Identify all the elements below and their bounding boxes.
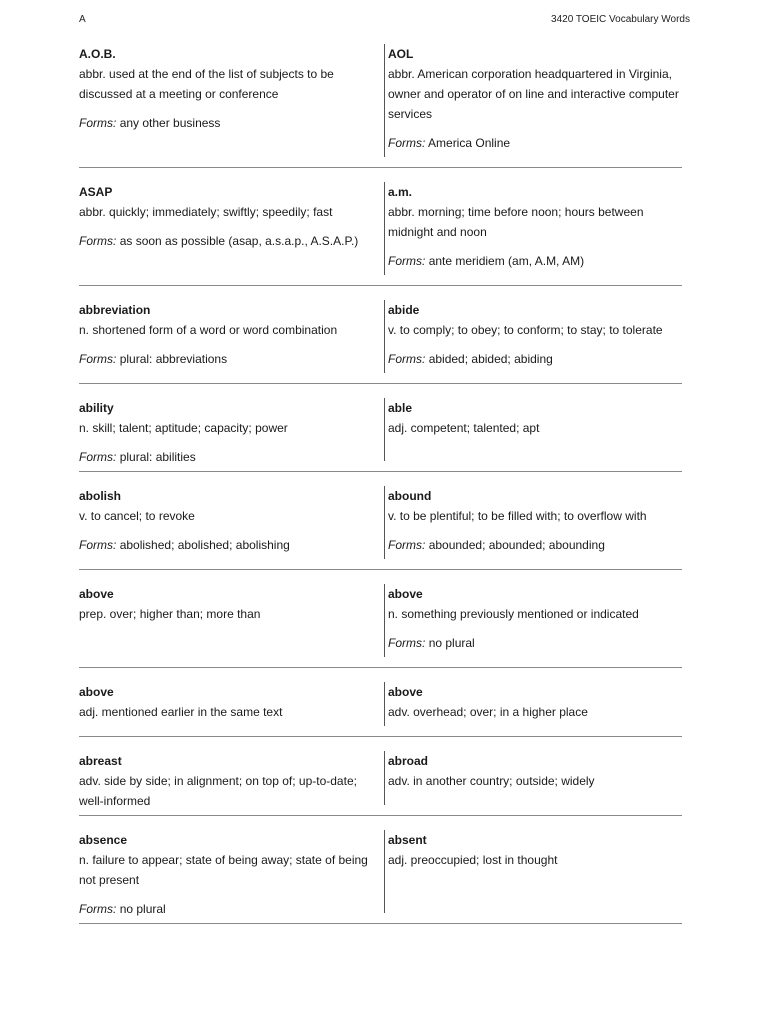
entry-definition: n. failure to appear; state of being away; state of being not present xyxy=(79,853,368,887)
entry-row xyxy=(79,751,682,816)
entry-forms xyxy=(388,133,682,153)
entry-term: above xyxy=(388,587,423,601)
entry-definition: abbr. morning; time before noon; hours between midnight and noon xyxy=(388,205,644,239)
vocabulary-entry xyxy=(384,398,682,461)
vocabulary-entry xyxy=(79,751,384,815)
entry-row xyxy=(79,486,682,570)
forms-label: Forms: xyxy=(79,538,117,552)
entry-definition: adv. in another country; outside; widely xyxy=(388,774,595,788)
entry-term: able xyxy=(388,401,413,415)
entry-term: abolish xyxy=(79,489,122,503)
vocabulary-entry xyxy=(384,182,682,275)
entry-term: abound xyxy=(388,489,432,503)
entry-definition: v. to cancel; to revoke xyxy=(79,509,195,523)
forms-value: no plural xyxy=(119,902,166,916)
entry-term: abreast xyxy=(79,754,122,768)
forms-value: abided; abided; abiding xyxy=(428,352,553,366)
entry-term: AOL xyxy=(388,47,414,61)
vocabulary-entry xyxy=(79,584,384,667)
entry-row xyxy=(79,300,682,384)
entry-definition: adv. overhead; over; in a higher place xyxy=(388,705,588,719)
entry-term: A.O.B. xyxy=(79,47,116,61)
entry-forms xyxy=(79,349,376,369)
forms-label: Forms: xyxy=(79,450,117,464)
entry-row xyxy=(79,830,682,924)
forms-label: Forms: xyxy=(79,352,117,366)
vocabulary-entry xyxy=(79,486,384,569)
forms-label: Forms: xyxy=(388,538,426,552)
forms-value: abounded; abounded; abounding xyxy=(428,538,605,552)
entry-forms xyxy=(388,535,682,555)
vocabulary-entry xyxy=(384,751,682,805)
entry-definition: v. to be plentiful; to be filled with; to overflow with xyxy=(388,509,647,523)
forms-label: Forms: xyxy=(388,136,426,150)
vocabulary-entry xyxy=(384,584,682,657)
entry-term: abbreviation xyxy=(79,303,151,317)
entry-forms xyxy=(388,633,682,653)
forms-label: Forms: xyxy=(388,352,426,366)
entry-term: ability xyxy=(79,401,114,415)
entry-term: abroad xyxy=(388,754,429,768)
vocabulary-entry xyxy=(384,44,682,157)
forms-label: Forms: xyxy=(388,636,426,650)
entry-definition: abbr. American corporation headquartered in Virginia, owner and operator of on line and interactive computer services xyxy=(388,67,679,121)
entry-term: a.m. xyxy=(388,185,413,199)
vocabulary-entry xyxy=(79,44,384,167)
entry-forms xyxy=(79,535,376,555)
entry-row xyxy=(79,44,682,168)
vocabulary-entry xyxy=(79,830,384,923)
vocabulary-entry xyxy=(79,182,384,285)
entry-definition: n. shortened form of a word or word combination xyxy=(79,323,338,337)
forms-value: no plural xyxy=(428,636,475,650)
forms-label: Forms: xyxy=(79,902,117,916)
entry-forms xyxy=(79,231,376,251)
entry-definition: prep. over; higher than; more than xyxy=(79,607,261,621)
vocabulary-entry xyxy=(384,486,682,559)
forms-value: America Online xyxy=(428,136,511,150)
entry-row xyxy=(79,398,682,472)
entry-definition: adj. preoccupied; lost in thought xyxy=(388,853,558,867)
vocabulary-entry xyxy=(79,398,384,471)
entry-definition: abbr. used at the end of the list of subjects to be discussed at a meeting or conference xyxy=(79,67,334,101)
vocabulary-entry xyxy=(384,300,682,373)
entry-forms xyxy=(79,113,376,133)
entry-definition: n. skill; talent; aptitude; capacity; power xyxy=(79,421,288,435)
entry-term: ASAP xyxy=(79,185,113,199)
entry-row xyxy=(79,584,682,668)
vocabulary-entry xyxy=(384,682,682,726)
entry-definition: adj. mentioned earlier in the same text xyxy=(79,705,283,719)
page-header xyxy=(79,14,690,28)
entry-definition: abbr. quickly; immediately; swiftly; speedily; fast xyxy=(79,205,333,219)
entry-definition: v. to comply; to obey; to conform; to stay; to tolerate xyxy=(388,323,663,337)
header-document-title: 3420 TOEIC Vocabulary Words xyxy=(551,14,690,25)
forms-value: plural: abilities xyxy=(119,450,196,464)
forms-label: Forms: xyxy=(388,254,426,268)
entry-term: above xyxy=(79,587,114,601)
entry-term: above xyxy=(79,685,114,699)
entry-term: absent xyxy=(388,833,427,847)
entry-definition: adv. side by side; in alignment; on top of; up-to-date; well-informed xyxy=(79,774,357,808)
vocabulary-entry xyxy=(384,830,682,913)
entry-row xyxy=(79,682,682,737)
entry-forms xyxy=(79,447,376,467)
entry-definition: adj. competent; talented; apt xyxy=(388,421,540,435)
vocabulary-entry-list xyxy=(79,44,682,938)
forms-label: Forms: xyxy=(79,116,117,130)
vocabulary-entry xyxy=(79,300,384,383)
entry-definition: n. something previously mentioned or indicated xyxy=(388,607,639,621)
vocabulary-entry xyxy=(79,682,384,736)
forms-value: as soon as possible (asap, a.s.a.p., A.S.A.P.) xyxy=(119,234,359,248)
entry-term: above xyxy=(388,685,423,699)
forms-value: any other business xyxy=(119,116,221,130)
forms-value: ante meridiem (am, A.M, AM) xyxy=(428,254,585,268)
entry-forms xyxy=(79,899,376,919)
header-section-letter: A xyxy=(79,14,86,25)
entry-forms xyxy=(388,251,682,271)
entry-row xyxy=(79,182,682,286)
entry-term: absence xyxy=(79,833,128,847)
forms-value: abolished; abolished; abolishing xyxy=(119,538,290,552)
forms-value: plural: abbreviations xyxy=(119,352,228,366)
forms-label: Forms: xyxy=(79,234,117,248)
entry-forms xyxy=(388,349,682,369)
entry-term: abide xyxy=(388,303,420,317)
